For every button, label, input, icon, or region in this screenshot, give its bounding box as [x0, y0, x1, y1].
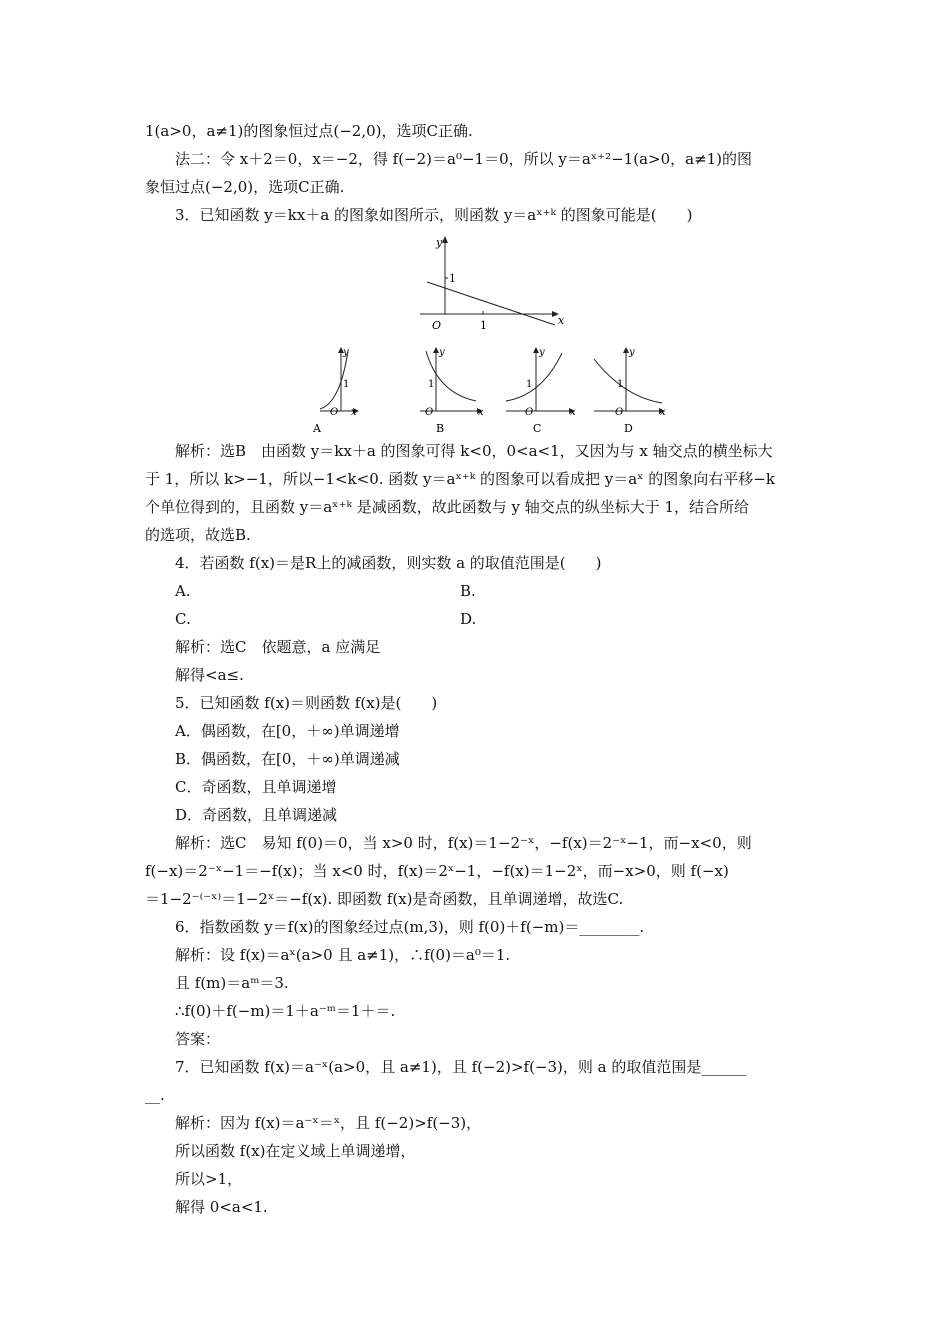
text-line-3: 象恒过点(−2,0)，选项C正确. [145, 178, 345, 196]
answer-6: 答案： [175, 1030, 221, 1048]
question-5-option-a: A．偶函数，在[0，＋∞)单调递增 [175, 722, 400, 740]
solution-7-line-4: 解得 0<a<1. [175, 1198, 268, 1216]
option-b-origin: O [425, 407, 434, 418]
text-line-2: 法二：令 x＋2＝0，x＝−2，得 f(−2)＝a⁰−1＝0，所以 y＝aˣ⁺²−1(a>0，a≠1)的图 [175, 150, 753, 168]
question-5-option-b: B．偶函数，在[0，＋∞)单调递减 [175, 750, 400, 768]
option-graph-C [502, 343, 582, 435]
option-graph-D [590, 343, 675, 435]
solution-5-line-1: 解析：选C 易知 f(0)＝0，当 x>0 时，f(x)＝1−2⁻ˣ，−f(x)＝2⁻ˣ−1，而−x<0，则 [175, 834, 752, 852]
solution-7-line-3: 所以>1， [175, 1170, 243, 1188]
solution-6-line-2: 且 f(m)＝aᵐ＝3. [175, 974, 289, 992]
solution-3-line-3: 个单位得到的，且函数 y＝aˣ⁺ᵏ 是减函数，故此函数与 y 轴交点的纵坐标大于 1，结合所给 [145, 498, 750, 516]
option-a-x: x [351, 407, 357, 418]
question-3: 3．已知函数 y＝kx＋a 的图象如图所示，则函数 y＝aˣ⁺ᵏ 的图象可能是( ) [175, 206, 693, 224]
solution-4-line-2: 解得<a≤. [175, 666, 244, 684]
solution-5-line-2: f(−x)＝2⁻ˣ−1＝−f(x)；当 x<0 时，f(x)＝2ˣ−1，−f(x)＝1−2ˣ，而−x>0，则 f(−x) [145, 862, 729, 880]
main-ytick-label: 1 [449, 272, 456, 285]
option-b-tick: 1 [428, 379, 435, 390]
main-origin-label: O [432, 319, 442, 332]
solution-7-line-2: 所以函数 f(x)在定义域上单调递增， [175, 1142, 416, 1160]
question-4-option-b: B. [460, 582, 476, 600]
option-c-x: x [570, 407, 576, 418]
option-graph-A [312, 343, 372, 435]
solution-3-line-4: 的选项，故选B. [145, 526, 251, 544]
question-4-option-c: C. [175, 610, 191, 628]
option-graph-B [416, 343, 491, 435]
main-x-label: x [558, 314, 565, 327]
option-d-label: D [624, 422, 633, 435]
solution-4-line-1: 解析：选C 依题意，a 应满足 [175, 638, 381, 656]
question-4: 4．若函数 f(x)＝是R上的减函数，则实数 a 的取值范围是( ) [175, 554, 602, 572]
solution-5-line-3: ＝1−2⁻⁽⁻ˣ⁾＝1−2ˣ＝−f(x). 即函数 f(x)是奇函数，且单调递增，故选C. [145, 890, 624, 908]
graph-line-kx-plus-a [427, 282, 555, 325]
question-6: 6．指数函数 y＝f(x)的图象经过点(m,3)，则 f(0)＋f(−m)＝________. [175, 918, 645, 936]
option-b-label: B [436, 422, 445, 435]
main-y-label: y [436, 236, 443, 249]
option-a-origin: O [330, 407, 339, 418]
question-7-line-1: 7．已知函数 f(x)＝a⁻ˣ(a>0，且 a≠1)，且 f(−2)>f(−3)，则 a 的取值范围是______ [175, 1058, 747, 1076]
solution-6-line-3: ∴f(0)＋f(−m)＝1＋a⁻ᵐ＝1＋＝. [175, 1002, 396, 1020]
option-a-tick: 1 [343, 379, 350, 390]
main-xtick-label: 1 [480, 319, 487, 332]
question-7-line-2: __. [145, 1086, 165, 1104]
option-c-origin: O [525, 407, 534, 418]
question-4-option-a: A. [175, 582, 191, 600]
solution-3-line-1: 解析：选B 由函数 y＝kx＋a 的图象可得 k<0，0<a<1，又因为与 x 轴交点的横坐标大 [175, 442, 773, 460]
question-4-option-d: D. [460, 610, 477, 628]
option-d-origin: O [615, 407, 624, 418]
question-5-option-d: D．奇函数，且单调递减 [175, 806, 338, 824]
option-b-y: y [439, 347, 445, 358]
main-line-graph [415, 232, 575, 332]
question-5-option-c: C．奇函数，且单调递增 [175, 778, 337, 796]
option-c-tick: 1 [526, 379, 533, 390]
option-d-tick: 1 [617, 379, 624, 390]
option-c-label: C [533, 422, 542, 435]
option-c-y: y [539, 347, 545, 358]
question-5: 5．已知函数 f(x)＝则函数 f(x)是( ) [175, 694, 438, 712]
option-d-x: x [660, 407, 666, 418]
option-d-y: y [629, 347, 635, 358]
option-a-y: y [343, 347, 349, 358]
solution-7-line-1: 解析：因为 f(x)＝a⁻ˣ＝ˣ，且 f(−2)>f(−3)， [175, 1114, 482, 1132]
option-b-x: x [478, 407, 484, 418]
solution-6-line-1: 解析：设 f(x)＝aˣ(a>0 且 a≠1)，∴f(0)＝a⁰＝1. [175, 946, 511, 964]
option-a-label: A [313, 422, 321, 435]
text-line-1: 1(a>0，a≠1)的图象恒过点(−2,0)，选项C正确. [145, 122, 473, 140]
solution-3-line-2: 于 1，所以 k>−1，所以−1<k<0. 函数 y＝aˣ⁺ᵏ 的图象可以看成把 y＝aˣ 的图象向右平移−k [145, 470, 775, 488]
